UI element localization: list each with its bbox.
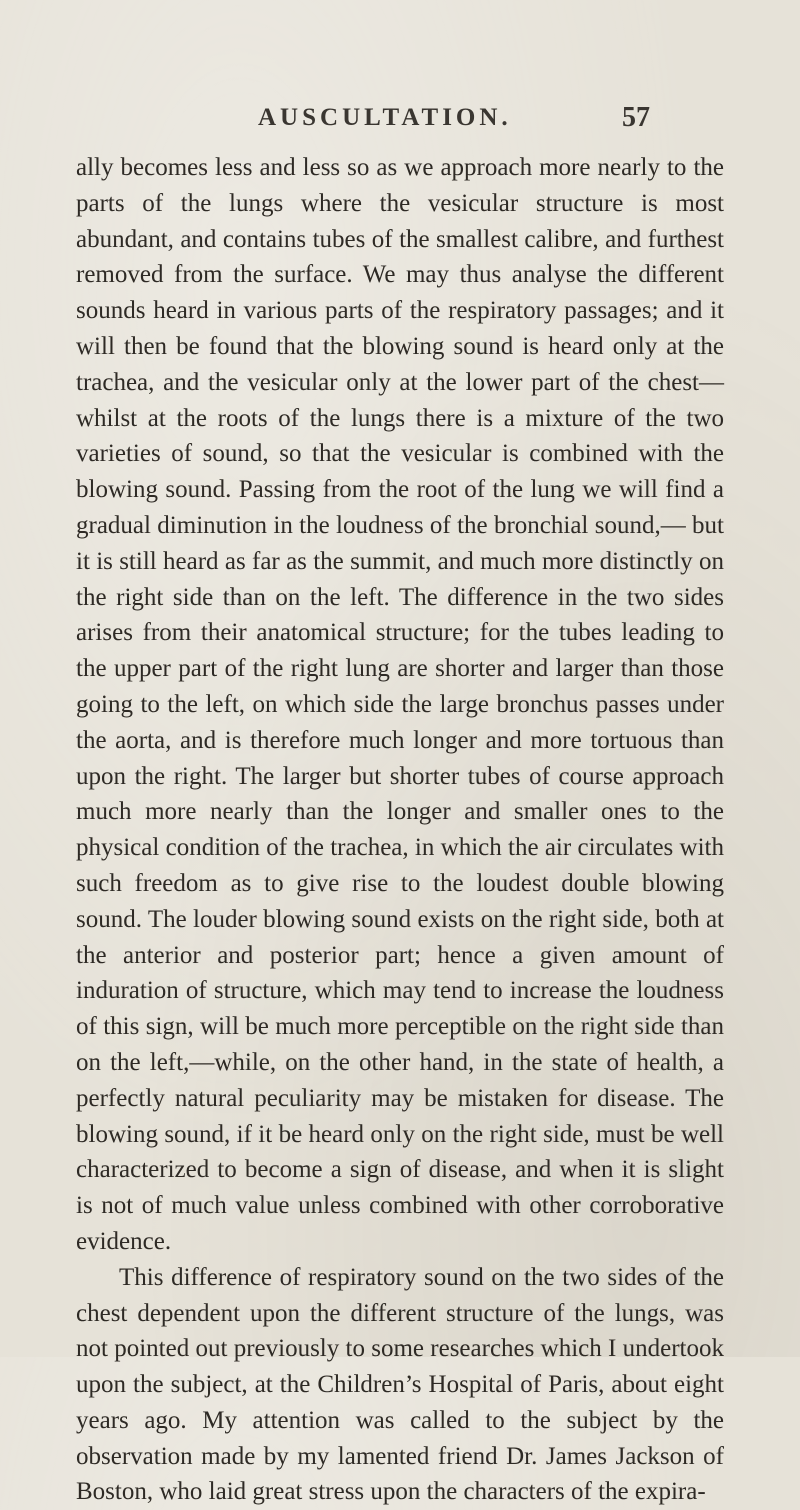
- running-title: AUSCULTATION.: [258, 104, 512, 131]
- paragraph-continued: ally becomes less and less so as we approach more nearly to the parts of the lungs where the vesicular structure is most abundant, and contains tubes of the smallest calibre, and furthest removed from the surface. We may thus analyse the different sounds heard in various parts of the respiratory passages; and it will then be found that the blowing sound is heard only at the trachea, and the vesicular only at the lower part of the chest— whilst at the roots of the lungs there is a mixture of the two varieties of sound, so that the vesicular is combined with the blowing sound. Passing from the root of the lung we will find a gradual diminution in the loudness of the bronchial sound,— but it is still heard as far as the summit, and much more distinctly on the right side than on the left. The difference in the two sides arises from their anatomical structure; for the tubes leading to the upper part of the right lung are shorter and larger than those going to the left, on which side the large bronchus passes under the aorta, and is therefore much longer and more tortuous than upon the right. The larger but shorter tubes of course approach much more nearly than the longer and smaller ones to the physical condition of the trachea, in which the air circulates with such freedom as to give rise to the loudest double blowing sound. The louder blowing sound exists on the right side, both at the anterior and posterior part; hence a given amount of induration of structure, which may tend to increase the loudness of this sign, will be much more perceptible on the right side than on the left,—while, on the other hand, in the state of health, a perfectly natural peculiarity may be mistaken for disease. The blowing sound, if it be heard only on the right side, must be well characterized to become a sign of disease, and when it is slight is not of much value unless combined with other corroborative evidence.: [76, 154, 724, 1255]
- paragraph: This difference of respiratory sound on the two sides of the chest dependent upon the different structure of the lungs, was not pointed out previously to some researches which I undertook upon the subject, at the Children’s Hospital of Paris, about eight years ago. My attention was called to the subject by the observation made by my lamented friend Dr. James Jackson of Boston, who laid great stress upon the characters of the expira-: [76, 1263, 724, 1506]
- running-head: [0, 104, 800, 144]
- body-text: [76, 150, 724, 1510]
- page-number: 57: [622, 102, 650, 133]
